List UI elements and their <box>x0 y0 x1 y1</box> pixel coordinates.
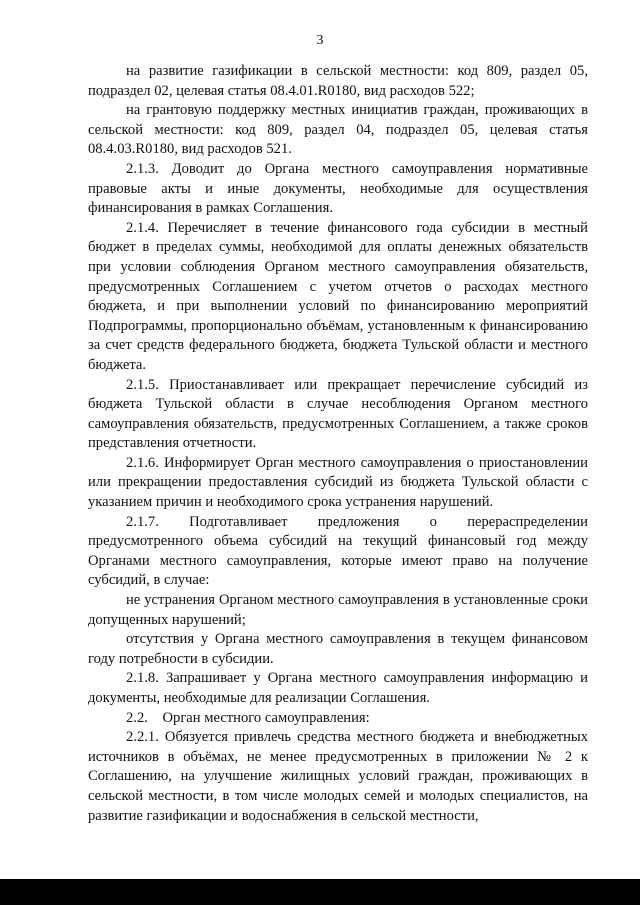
page-number: 3 <box>316 33 324 48</box>
paragraph: 2.1.7. Подготавливает предложения о перераспределении предусмотренного объема субсидий на текущий финансовый год между Органами местного самоуправления, которые имеют право на получение субсидий, в случае: <box>88 513 588 589</box>
paragraph: отсутствия у Органа местного самоуправления в текущем финансовом году потребности в субсидии. <box>88 631 588 667</box>
paragraph: 2.1.3. Доводит до Органа местного самоуправления нормативные правовые акты и иные документы, необходимые для осуществления финансирования в рамках Соглашения. <box>88 160 588 217</box>
document-body <box>88 62 588 826</box>
paragraph: на развитие газификации в сельской местности: код 809, раздел 05, подраздел 02, целевая статья 08.4.01.R0180, вид расходов 522; <box>88 63 588 99</box>
paragraph: на грантовую поддержку местных инициатив граждан, проживающих в сельской местности: код 809, раздел 04, подраздел 05, целевая статья 08.4.03.R0180, вид расходов 521. <box>88 102 588 158</box>
paragraph: 2.2.1. Обязуется привлечь средства местного бюджета и внебюджетных источников в объёмах, не менее предусмотренных в приложении № 2 к Соглашению, на улучшение жилищных условий граждан, проживающих в сельской местности, в том числе молодых семей и молодых специалистов, на развитие газификации и водоснабжения в сельской местности, <box>88 729 588 824</box>
paragraph: 2.1.6. Информирует Орган местного самоуправления о приостановлении или прекращении предоставления субсидий из бюджета Тульской области с указанием причин и необходимого срока устранения нарушений. <box>88 454 588 511</box>
paragraph: 2.1.5. Приостанавливает или прекращает перечисление субсидий из бюджета Тульской области в случае несоблюдения Органом местного самоуправления обязательств, предусмотренных Соглашением, а также сроков представления отчетности. <box>88 376 588 452</box>
paragraph: 2.1.8. Запрашивает у Органа местного самоуправления информацию и документы, необходимые для реализации Соглашения. <box>88 670 588 706</box>
paragraph: не устранения Органом местного самоуправления в установленные сроки допущенных нарушений; <box>88 592 588 628</box>
scan-border <box>0 879 640 905</box>
section-heading: 2.2. Орган местного самоуправления: <box>126 709 370 726</box>
paragraph: 2.1.4. Перечисляет в течение финансового года субсидии в местный бюджет в пределах суммы, необходимой для оплаты денежных обязательств при условии соблюдения Органом местного самоуправления обязательств, предусмотренных Соглашением с учетом отчетов о расходах местного бюджета, и при выполнении условий по финансированию мероприятий Подпрограммы, пропорционально объёмам, установленным к финансированию за счет средств федерального бюджета, бюджета Тульской области и местного бюджета. <box>88 219 588 373</box>
